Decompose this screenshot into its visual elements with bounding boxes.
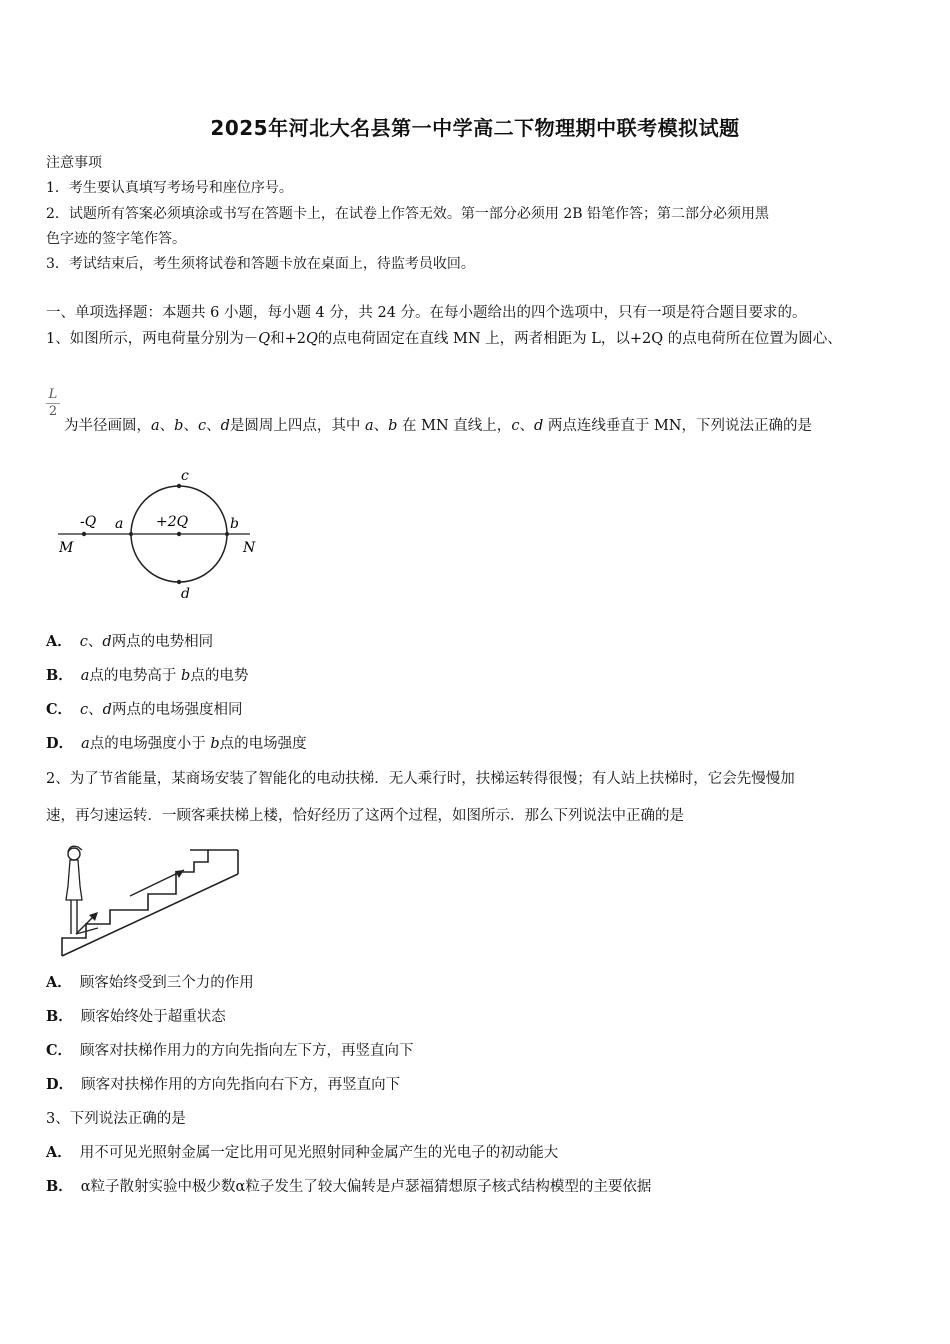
option-text: 点的电势 bbox=[190, 668, 249, 684]
q1-text: 、 bbox=[159, 418, 175, 434]
fraction-numerator: L bbox=[46, 387, 60, 404]
q1-stem-line2 bbox=[64, 414, 812, 435]
label-d: d bbox=[181, 586, 190, 602]
option-var: c bbox=[79, 634, 88, 650]
label-neg-Q: -Q bbox=[80, 514, 97, 530]
q1-var: b bbox=[174, 418, 184, 434]
section-heading: 一、单项选择题：本题共 6 小题，每小题 4 分，共 24 分。在每小题给出的四个选项中，只有一项是符合题目要求的。 bbox=[46, 305, 807, 321]
label-b: b bbox=[230, 516, 239, 532]
q1-text: 、 bbox=[183, 418, 198, 434]
option-var: a bbox=[80, 668, 90, 684]
q1-var: d bbox=[220, 418, 230, 434]
q2-stem-line2: 速，再匀速运转．一顾客乘扶梯上楼，恰好经历了这两个过程，如图所示．那么下列说法中正确的是 bbox=[46, 808, 684, 824]
q1-stem-line1 bbox=[46, 327, 842, 348]
q3-option-a[interactable] bbox=[46, 1141, 558, 1162]
escalator-figure bbox=[58, 838, 248, 960]
q1-option-d[interactable] bbox=[46, 732, 307, 753]
option-letter: A． bbox=[46, 974, 72, 991]
exam-title: 2025年河北大名县第一中学高二下物理期中联考模拟试题 bbox=[210, 116, 740, 140]
notice-item-3: 3．考试结束后，考生须将试卷和答题卡放在桌面上，待监考员收回。 bbox=[46, 256, 475, 272]
q1-text: 的点电荷固定在直线 MN 上，两者相距为 L，以+2Q 的点电荷所在位置为圆心、 bbox=[317, 331, 842, 347]
notice-item-1: 1．考生要认真填写考场号和座位序号。 bbox=[46, 180, 293, 196]
notice-heading: 注意事项 bbox=[46, 155, 102, 171]
q1-var: Q bbox=[258, 331, 271, 347]
q2-option-d[interactable] bbox=[46, 1073, 400, 1094]
person-head bbox=[68, 848, 80, 860]
notice-item-2-cont: 色字迹的签字笔作答。 bbox=[46, 231, 186, 247]
q1-var: b bbox=[388, 418, 398, 434]
label-N: N bbox=[243, 540, 256, 556]
option-text: 两点的电势相同 bbox=[111, 634, 214, 650]
q1-var: a bbox=[151, 418, 160, 434]
escalator-steps bbox=[62, 850, 208, 956]
q1-text: 为半径画圆， bbox=[64, 418, 151, 434]
point-d bbox=[177, 580, 181, 584]
q1-var: c bbox=[197, 418, 207, 434]
option-var: c bbox=[80, 702, 89, 718]
option-letter: C． bbox=[46, 701, 73, 718]
charge-circle-figure bbox=[50, 462, 270, 612]
option-text: 、 bbox=[88, 702, 103, 718]
option-letter: B． bbox=[46, 1008, 73, 1025]
option-text: 顾客始终受到三个力的作用 bbox=[79, 975, 254, 991]
q2-option-c[interactable] bbox=[46, 1039, 414, 1060]
label-M: M bbox=[59, 540, 74, 556]
label-c: c bbox=[181, 468, 189, 484]
fraction-L-over-2 bbox=[46, 387, 60, 420]
option-text: 顾客始终处于超重状态 bbox=[80, 1009, 226, 1025]
q3-stem: 3、下列说法正确的是 bbox=[46, 1111, 186, 1127]
option-text: 、 bbox=[87, 634, 103, 650]
point-neg-Q bbox=[82, 532, 86, 536]
q1-text: 、 bbox=[519, 418, 534, 434]
q1-option-b[interactable] bbox=[46, 664, 248, 685]
option-var: a bbox=[81, 736, 90, 752]
q2-option-b[interactable] bbox=[46, 1005, 226, 1026]
label-a: a bbox=[115, 516, 124, 532]
option-var: d bbox=[102, 702, 112, 718]
option-text: 点的电场强度 bbox=[219, 736, 307, 752]
q1-text: 、 bbox=[373, 418, 389, 434]
q1-option-a[interactable] bbox=[46, 630, 213, 651]
point-c bbox=[177, 484, 181, 488]
fraction-denominator: 2 bbox=[48, 404, 58, 419]
option-letter: C． bbox=[46, 1042, 73, 1059]
point-b bbox=[225, 532, 229, 536]
q1-option-c[interactable] bbox=[46, 698, 242, 719]
point-a bbox=[129, 532, 133, 536]
q1-var: Q bbox=[306, 331, 318, 347]
q1-text: 1、如图所示，两电荷量分别为－ bbox=[46, 331, 259, 347]
q2-option-a[interactable] bbox=[46, 971, 254, 992]
q1-var: c bbox=[511, 418, 520, 434]
option-text: α粒子散射实验中极少数α粒子发生了较大偏转是卢瑟福猜想原子核式结构模型的主要依据 bbox=[80, 1179, 652, 1195]
option-letter: B． bbox=[46, 1178, 73, 1195]
option-text: 点的电势高于 bbox=[89, 668, 182, 684]
option-text: 用不可见光照射金属一定比用可见光照射同种金属产生的光电子的初动能大 bbox=[79, 1145, 559, 1161]
option-text: 顾客对扶梯作用力的方向先指向左下方，再竖直向下 bbox=[80, 1043, 414, 1059]
point-pos-2Q bbox=[177, 532, 181, 536]
option-letter: B． bbox=[46, 667, 73, 684]
option-text: 两点的电场强度相同 bbox=[111, 702, 243, 718]
q1-text: 、 bbox=[206, 418, 221, 434]
option-var: d bbox=[102, 634, 112, 650]
q1-text: 是圆周上四点，其中 bbox=[229, 418, 365, 434]
q1-text: 两点连线垂直于 MN，下列说法正确的是 bbox=[543, 418, 812, 434]
q3-option-b[interactable] bbox=[46, 1175, 651, 1196]
option-letter: A． bbox=[46, 1144, 72, 1161]
option-var: b bbox=[181, 668, 191, 684]
q1-text: 和+2 bbox=[270, 331, 306, 347]
label-pos-2Q: +2Q bbox=[156, 514, 189, 530]
q2-stem-line1: 2、为了节省能量，某商场安装了智能化的电动扶梯．无人乘行时，扶梯运转得很慢；有人站上扶梯时，它会先慢慢加 bbox=[46, 771, 795, 787]
q1-var: a bbox=[364, 418, 374, 434]
notice-item-2: 2．试题所有答案必须填涂或书写在答题卡上，在试卷上作答无效。第一部分必须用 2B 铅笔作答；第二部分必须用黑 bbox=[46, 206, 769, 222]
option-text: 顾客对扶梯作用的方向先指向右下方，再竖直向下 bbox=[81, 1077, 401, 1093]
option-text: 点的电场强度小于 bbox=[89, 736, 211, 752]
option-var: b bbox=[210, 736, 220, 752]
q1-var: d bbox=[533, 418, 544, 434]
option-letter: D． bbox=[46, 735, 74, 752]
q1-text: 在 MN 直线上， bbox=[397, 418, 512, 434]
person-body bbox=[66, 860, 82, 900]
option-letter: A． bbox=[46, 633, 72, 650]
option-letter: D． bbox=[46, 1076, 74, 1093]
